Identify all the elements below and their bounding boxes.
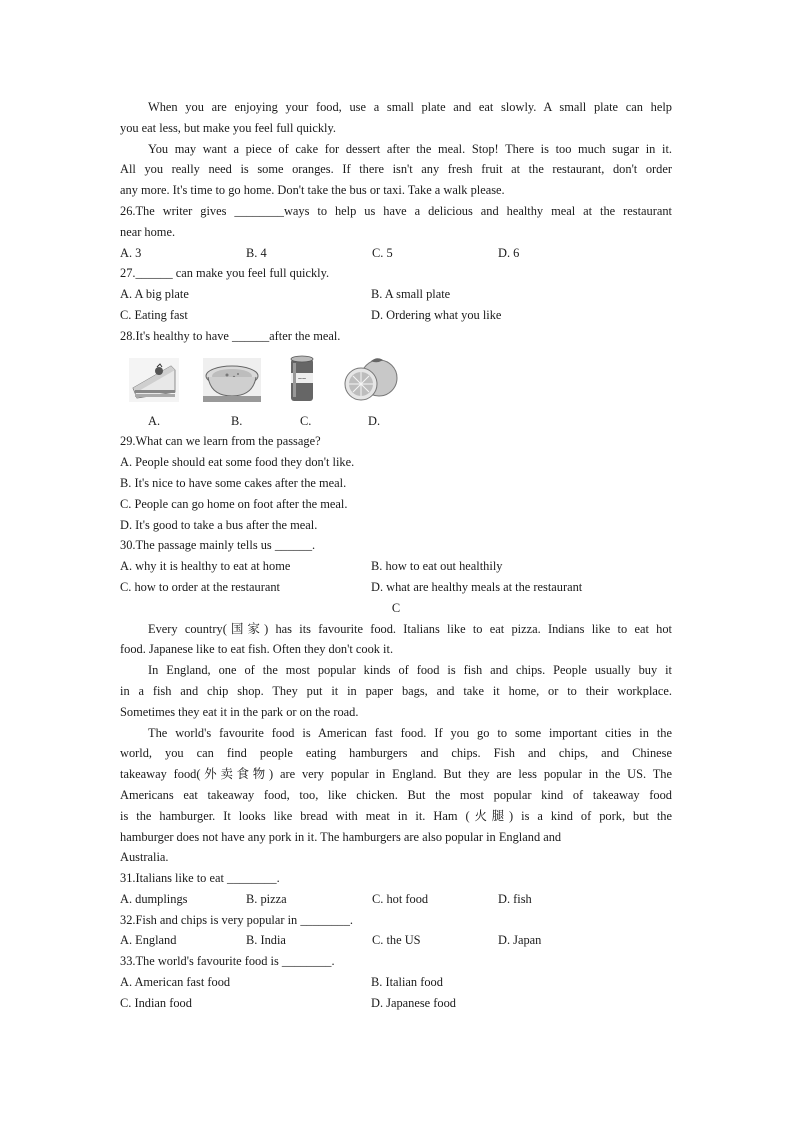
cake-image[interactable] [129,358,179,402]
option-b[interactable]: B. [231,413,243,428]
question-33-options-row2 [120,993,672,1014]
option-a[interactable]: A. American fast food [120,975,231,990]
question-33-options-row1 [120,972,672,993]
question-29-stem: 29.What can we learn from the passage? [120,434,321,449]
option-a[interactable]: A. why it is healthy to eat at home [120,559,291,574]
exam-page [120,97,672,1014]
option-b[interactable]: B. A small plate [371,287,451,302]
question-27-options-row2 [120,305,672,326]
question-27-stem: 27.______ can make you feel full quickly. [120,266,330,281]
option-c[interactable]: C. Indian food [120,995,192,1010]
question-30-options-row1 [120,556,672,577]
option-b[interactable]: B. It's nice to have some cakes after the meal. [120,475,347,490]
passage-c-p2-line3: Sometimes they eat it in the park or on the road. [120,704,359,719]
question-27-options-row1 [120,284,672,305]
passage-c-p2-line2: in a fish and chip shop. They put it in paper bags, and take it home, or to their workplace. [120,683,672,698]
option-a[interactable]: A. 3 [120,245,142,260]
option-c[interactable]: C. Eating fast [120,307,188,322]
question-32-stem: 32.Fish and chips is very popular in ________. [120,912,353,927]
passage-b-p1-line1: When you are enjoying your food, use a small plate and eat slowly. A small plate can help [148,100,672,114]
option-a[interactable]: A. People should eat some food they don't like. [120,455,355,470]
option-a[interactable]: A. England [120,933,177,948]
passage-c-p1-line2: food. Japanese like to eat fish. Often they don't cook it. [120,642,394,657]
option-a[interactable]: A. [148,413,161,428]
option-a[interactable]: A. dumplings [120,891,188,906]
option-c[interactable]: C. hot food [372,891,429,906]
option-c[interactable]: C. 5 [372,245,393,260]
question-28-image-options [120,349,672,411]
passage-c-p3-line2: world, you can find people eating hamburgers and chips. Fish and chips, and Chinese [120,746,672,761]
passage-c-p3-line7: Australia. [120,850,169,865]
option-a[interactable]: A. A big plate [120,287,189,302]
question-28-stem: 28.It's healthy to have ______after the meal. [120,328,341,343]
option-b[interactable]: B. how to eat out healthily [371,559,503,574]
passage-b-p2-line2: All you really need is some oranges. If there isn't any fresh fruit at the restaurant, don't order [120,162,672,177]
option-b[interactable]: B. 4 [246,245,267,260]
question-26-stem-line1: 26.The writer gives ________ways to help us have a delicious and healthy meal at the restaurant [120,203,672,218]
option-c[interactable]: C. the US [372,933,421,948]
passage-c-p1-line1: Every country(国家) has its favourite food. Italians like to eat pizza. Indians like to eat hot [148,621,672,636]
passage-c-p3-line4: Americans eat takeaway food, too, like chicken. But the most popular kind of takeaway food [120,787,672,802]
option-d[interactable]: D. Ordering what you like [371,307,502,322]
passage-c-p3-line6: hamburger does not have any pork in it. The hamburgers are also popular in England and [120,829,562,844]
soup-bowl-image[interactable] [203,358,261,402]
question-32-options [120,930,672,951]
option-d[interactable]: D. Japanese food [371,995,456,1010]
passage-c-p3-line3: takeaway food(外卖食物) are very popular in England. But they are less popular in the US. The [120,767,672,782]
option-c[interactable]: C. how to order at the restaurant [120,579,280,594]
passage-b-p2-line3: any more. It's time to go home. Don't take the bus or taxi. Take a walk please. [120,183,505,198]
option-d[interactable]: D. [368,413,381,428]
question-31-stem: 31.Italians like to eat ________. [120,871,280,886]
oranges-image[interactable] [341,356,401,404]
svg-text:~~: ~~ [297,375,307,383]
option-d[interactable]: D. 6 [498,245,520,260]
option-b[interactable]: B. pizza [246,891,287,906]
passage-c-p3-line5: is the hamburger. It looks like bread with meat in it. Ham (火腿) is a kind of pork, but the [120,808,672,823]
question-30-options-row2 [120,577,672,598]
question-31-options [120,889,672,910]
passage-b-p2-line1: You may want a piece of cake for dessert after the meal. Stop! There is too much sugar in it. [148,141,672,156]
question-33-stem: 33.The world's favourite food is ________. [120,954,335,969]
passage-b-p1-line2: you eat less, but make you feel full quickly. [120,120,336,135]
section-c-heading: C [391,600,401,615]
passage-c-p2-line1: In England, one of the most popular kinds of food is fish and chips. People usually buy it [148,663,672,678]
question-28-option-labels [120,411,672,432]
question-26-options [120,243,672,264]
option-b[interactable]: B. Italian food [371,975,443,990]
passage-c-p3-line1: The world's favourite food is American fast food. If you go to some important cities in the [148,725,672,740]
question-26-stem-line2: near home. [120,224,176,239]
option-d[interactable]: D. It's good to take a bus after the meal. [120,517,318,532]
question-30-stem: 30.The passage mainly tells us ______. [120,538,316,553]
option-d[interactable]: D. fish [498,891,532,906]
option-d[interactable]: D. Japan [498,933,542,948]
option-c[interactable]: C. [300,413,312,428]
option-c[interactable]: C. People can go home on foot after the meal. [120,496,348,511]
option-d[interactable]: D. what are healthy meals at the restaurant [371,579,583,594]
cola-can-image[interactable] [289,355,315,405]
option-b[interactable]: B. India [246,933,286,948]
